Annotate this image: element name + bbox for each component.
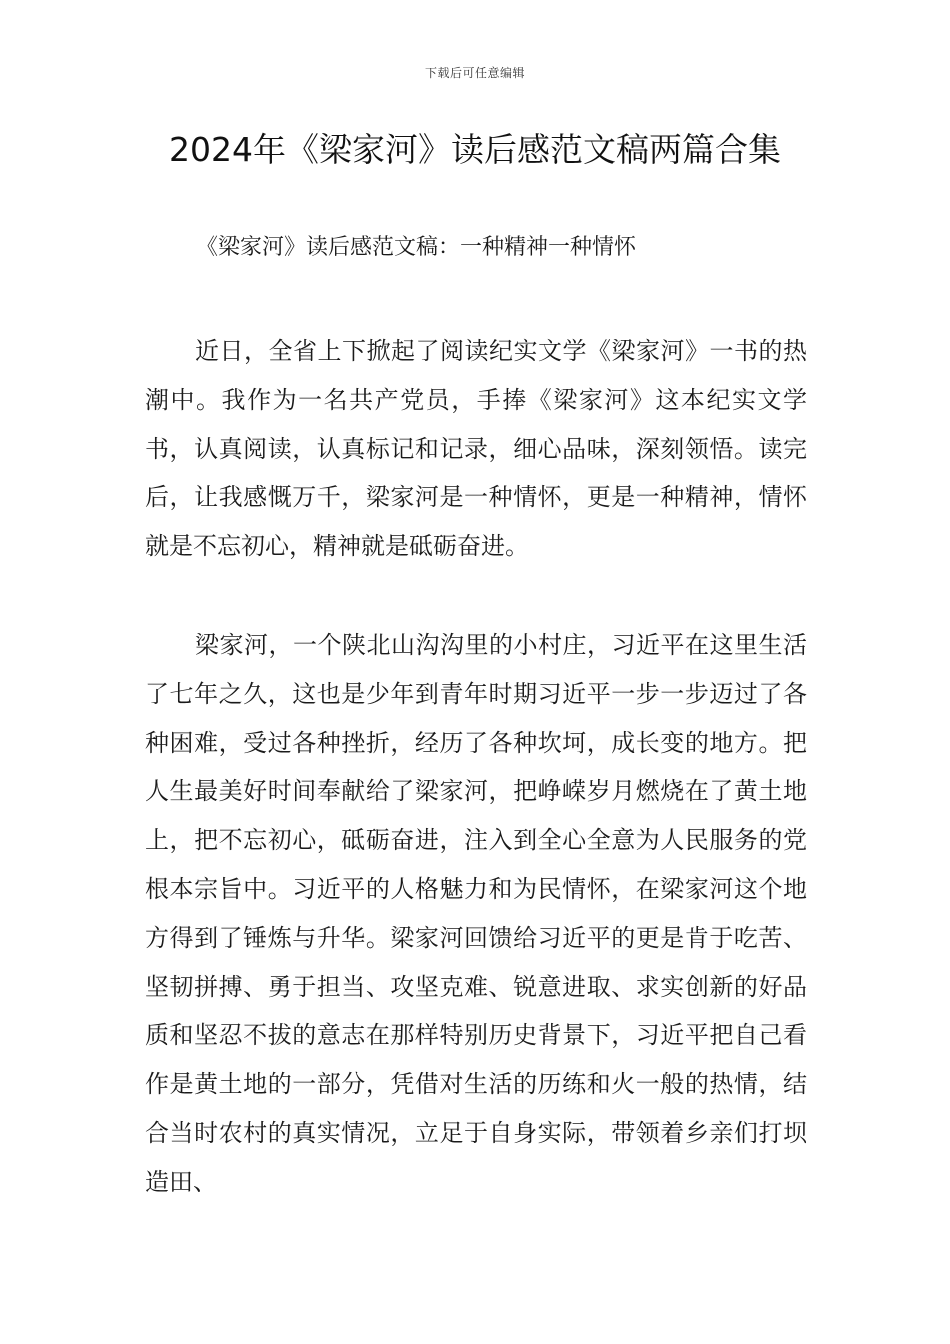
body-paragraph-2: 梁家河，一个陕北山沟沟里的小村庄，习近平在这里生活了七年之久，这也是少年到青年时期习近平一步一步迈过了各种困难，受过各种挫折，经历了各种坎坷，成长变的地方。把人生最美好时间奉献给了梁家河，把峥嵘岁月燃烧在了黄土地上，把不忘初心，砥砺奋进，注入到全心全意为人民服务的党根本宗旨中。习近平的人格魅力和为民情怀，在梁家河这个地方得到了锤炼与升华。梁家河回馈给习近平的更是肯于吃苦、坚韧拼搏、勇于担当、攻坚克难、锐意进取、求实创新的好品质和坚忍不拔的意志在那样特别历史背景下，习近平把自己看作是黄土地的一部分，凭借对生活的历练和火一般的热情，结合当时农村的真实情况，立足于自身实际，带领着乡亲们打坝造田、 [145, 631, 807, 1196]
document-title: 2024年《梁家河》读后感范文稿两篇合集 [169, 130, 781, 169]
body-paragraph-1: 近日，全省上下掀起了阅读纪实文学《梁家河》一书的热潮中。我作为一名共产党员，手捧《梁家河》这本纪实文学书，认真阅读，认真标记和记录，细心品味，深刻领悟。读完后，让我感慨万千，梁家河是一种情怀，更是一种精神，情怀就是不忘初心，精神就是砥砺奋进。 [145, 337, 807, 561]
section-title: 《梁家河》读后感范文稿：一种精神一种情怀 [196, 235, 637, 260]
header-note: 下载后可任意编辑 [424, 66, 525, 80]
